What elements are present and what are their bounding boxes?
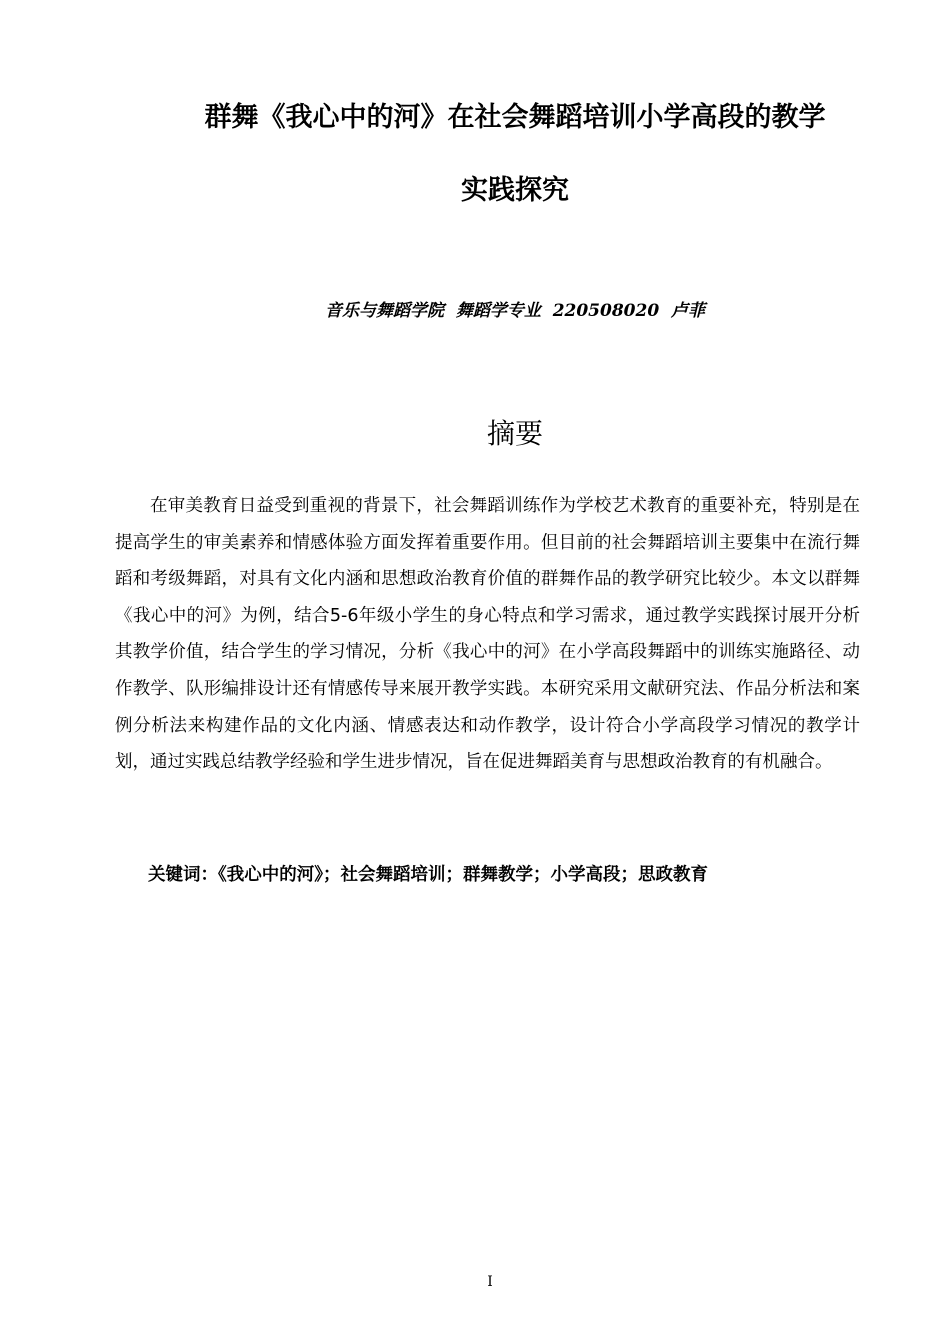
page-number: I (487, 1274, 493, 1290)
author-info: 音乐与舞蹈学院 舞蹈学专业 220508020 卢菲 (325, 301, 705, 321)
document-title-line-1: 群舞《我心中的河》在社会舞蹈培训小学高段的教学 (204, 102, 826, 133)
document-title-line-2: 实践探究 (461, 175, 569, 206)
keywords-line: 关键词：《我心中的河》；社会舞蹈培训；群舞教学；小学高段；思政教育 (148, 865, 708, 885)
abstract-heading: 摘要 (486, 417, 543, 450)
abstract-body: 在审美教育日益受到重视的背景下，社会舞蹈训练作为学校艺术教育的重要补充，特别是在提高学生的审美素养和情感体验方面发挥着重要作用。但目前的社会舞蹈培训主要集中在流行舞蹈和考级舞蹈，对具有文化内涵和思想政治教育价值的群舞作品的教学研究比较少。本文以群舞《我心中的河》为例，结合5-6年级小学生的身心特点和学习需求，通过教学实践探讨展开分析其教学价值，结合学生的学习情况，分析《我心中的河》在小学高段舞蹈中的训练实施路径、动作教学、队形编排设计还有情感传导来展开教学实践。本研究采用文献研究法、作品分析法和案例分析法来构建作品的文化内涵、情感表达和动作教学，设计符合小学高段学习情况的教学计划，通过实践总结教学经验和学生进步情况，旨在促进舞蹈美育与思想政治教育的有机融合。 (115, 496, 860, 773)
